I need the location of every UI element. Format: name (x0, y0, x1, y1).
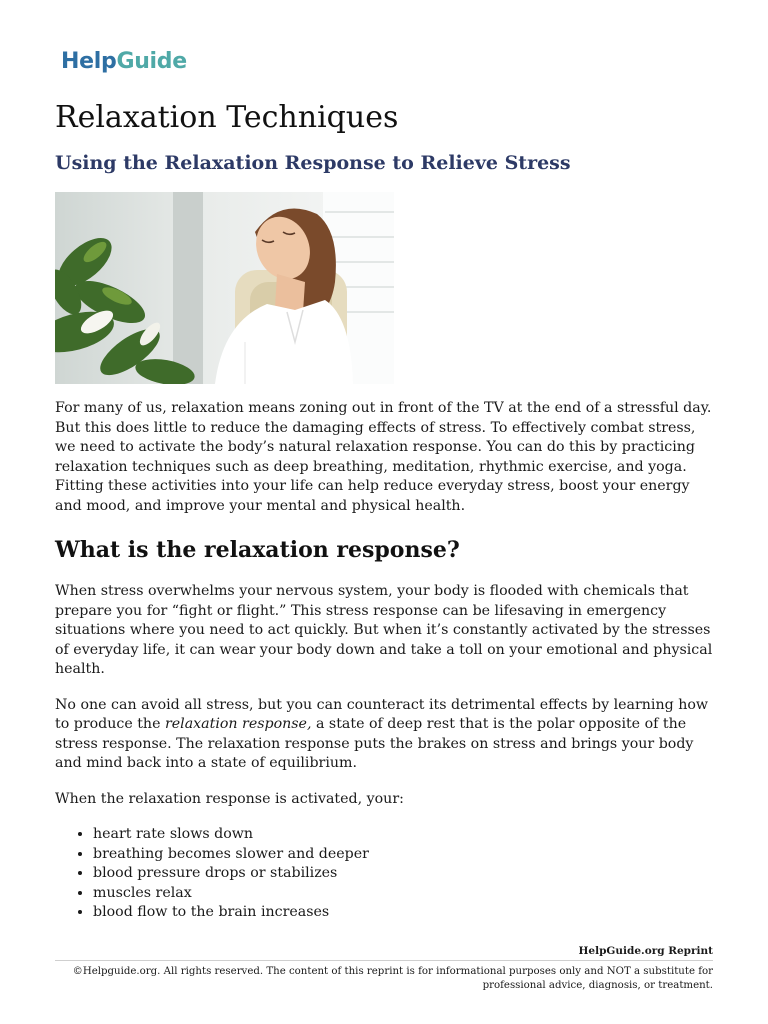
reprint-label: HelpGuide.org Reprint (55, 944, 713, 961)
list-item: • muscles relax (93, 884, 715, 904)
para-text-start: No one can avoid all stress, but you can counteract its detrimental effects by learning how to produce the (55, 696, 709, 732)
page-title: Relaxation Techniques (55, 100, 399, 135)
helpguide-logo[interactable] (61, 49, 187, 74)
logo-guide-text: Guide (116, 49, 187, 74)
logo-help-text: Help (61, 49, 117, 74)
list-item: • blood pressure drops or stabilizes (93, 864, 715, 884)
article-body (55, 399, 715, 923)
para-text-end: a state of deep rest that is the polar opposite of the stress response. The relaxation response puts the brakes on stress and brings your body and mind back into a state of equilibrium. (55, 716, 694, 771)
intro-paragraph: For many of us, relaxation means zoning out in front of the TV at the end of a stressful day. But this does little to reduce the damaging effects of stress. To effectively combat stress, we need to activate the body’s natural relaxation response. You can do this by practicing relaxation techniques such as deep breathing, meditation, rhythmic exercise, and yoga. Fitting these activities into your life can help reduce everyday stress, boost your energy and mood, and improve your mental and physical health. (55, 400, 712, 514)
para-emphasis: relaxation response, (164, 716, 312, 732)
relaxing-woman-photo (55, 192, 394, 384)
page-subtitle: Using the Relaxation Response to Relieve Stress (55, 152, 571, 174)
section-heading: What is the relaxation response? (55, 537, 460, 563)
page-footer (55, 944, 713, 993)
list-item: • heart rate slows down (93, 825, 715, 845)
relaxation-response-paragraph (55, 696, 715, 774)
stress-paragraph: When stress overwhelms your nervous system, your body is flooded with chemicals that prepare you for “fight or flight.” This stress response can be lifesaving in emergency situations where you need to act quickly. But when it’s constantly activated by the stresses of everyday life, it can wear your body down and take a toll on your emotional and physical health. (55, 583, 713, 677)
activation-intro: When the relaxation response is activated, your: (55, 790, 404, 807)
list-item: • breathing becomes slower and deeper (93, 845, 715, 865)
effects-list (55, 825, 715, 923)
list-item: • blood flow to the brain increases (93, 903, 715, 923)
copyright-notice: ©Helpguide.org. All rights reserved. The content of this reprint is for informational purposes only and NOT a substitute for professional advice, diagnosis, or treatment. (72, 966, 713, 991)
